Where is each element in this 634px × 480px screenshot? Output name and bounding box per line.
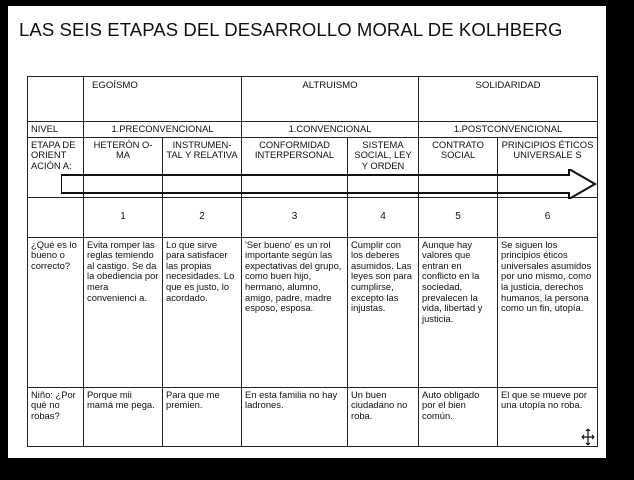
stages-table-wrap (27, 76, 597, 444)
stage-number-6: 6 (498, 197, 598, 237)
etapa-1: HETERÓN O-MA (84, 137, 163, 197)
etapa-2: INSTRUMEN- TAL Y RELATIVA (163, 137, 242, 197)
nino-1: Porque mii mamá me pega. (84, 387, 163, 446)
etapa-row (28, 137, 598, 197)
stage-number-3: 3 (242, 197, 348, 237)
correcto-3: 'Ser bueno' es un rol importante según las expectativas del grupo, como buen hijo, hermano, alumno, amigo, padre, madre esposo, esposa. (242, 237, 348, 387)
nivel-label: NIVEL (28, 122, 84, 138)
correcto-4: Cumplir con los deberes asumidos. Las leyes son para cumplirse, excepto las injustas. (348, 237, 419, 387)
etapa-5: CONTRATO SOCIAL (419, 137, 498, 197)
etapa-6: PRINCIPIOS ÉTICOS UNIVERSALE S (498, 137, 598, 197)
stage-number-5: 5 (419, 197, 498, 237)
move-cursor-icon (581, 428, 595, 446)
slide-title: LAS SEIS ETAPAS DEL DESARROLLO MORAL DE KOLHBERG (19, 19, 563, 40)
nino-4: Un buen ciudadano no roba. (348, 387, 419, 446)
etapa-4: SISTEMA SOCIAL, LEY Y ORDEN (348, 137, 419, 197)
correcto-row (28, 237, 598, 387)
groups-row (28, 77, 598, 122)
nino-3: En esta familia no hay ladrones. (242, 387, 348, 446)
corner-cell (28, 77, 84, 122)
stage-number-2: 2 (163, 197, 242, 237)
correcto-label: ¿Qué es lo bueno o correcto? (28, 237, 84, 387)
group-altruismo: ALTRUISMO (242, 77, 419, 122)
correcto-6: Se siguen los principios éticos universales asumidos por uno mismo, como la justicia, derechos humanos, la persona como un fin, utopía. (498, 237, 598, 387)
correcto-1: Evita romper las reglas temiendo al castigo. Se da la obediencia por mera convenienci a. (84, 237, 163, 387)
stage-number-1: 1 (84, 197, 163, 237)
etapa-label: ETAPA DE ORIENT ACIÓN A: (28, 137, 84, 197)
numbers-row (28, 197, 598, 237)
nivel-convencional: 1.CONVENCIONAL (242, 122, 419, 138)
slide (8, 6, 606, 458)
correcto-2: Lo que sirve para satisfacer las propias necesidades. Lo que es justo, lo acordado. (163, 237, 242, 387)
stages-table (27, 76, 598, 447)
nivel-preconvencional: 1.PRECONVENCIONAL (84, 122, 242, 138)
group-egoismo: EGOÍSMO (84, 77, 242, 122)
nivel-postconvencional: 1.POSTCONVENCIONAL (419, 122, 598, 138)
nino-5: Auto obligado por el bien común. (419, 387, 498, 446)
etapa-3: CONFORMIDAD INTERPERSONAL (242, 137, 348, 197)
nino-2: Para que me premien. (163, 387, 242, 446)
correcto-5: Aunque hay valores que entran en conflicto en la sociedad, prevalecen la vida, libertad y justicia. (419, 237, 498, 387)
nino-6: El que se mueve por una utopía no roba. (498, 387, 598, 446)
nino-row (28, 387, 598, 446)
nivel-row (28, 122, 598, 138)
numbers-empty-cell (28, 197, 84, 237)
stage-number-4: 4 (348, 197, 419, 237)
group-solidaridad: SOLIDARIDAD (419, 77, 598, 122)
nino-label: Niño: ¿Por qué no robas? (28, 387, 84, 446)
